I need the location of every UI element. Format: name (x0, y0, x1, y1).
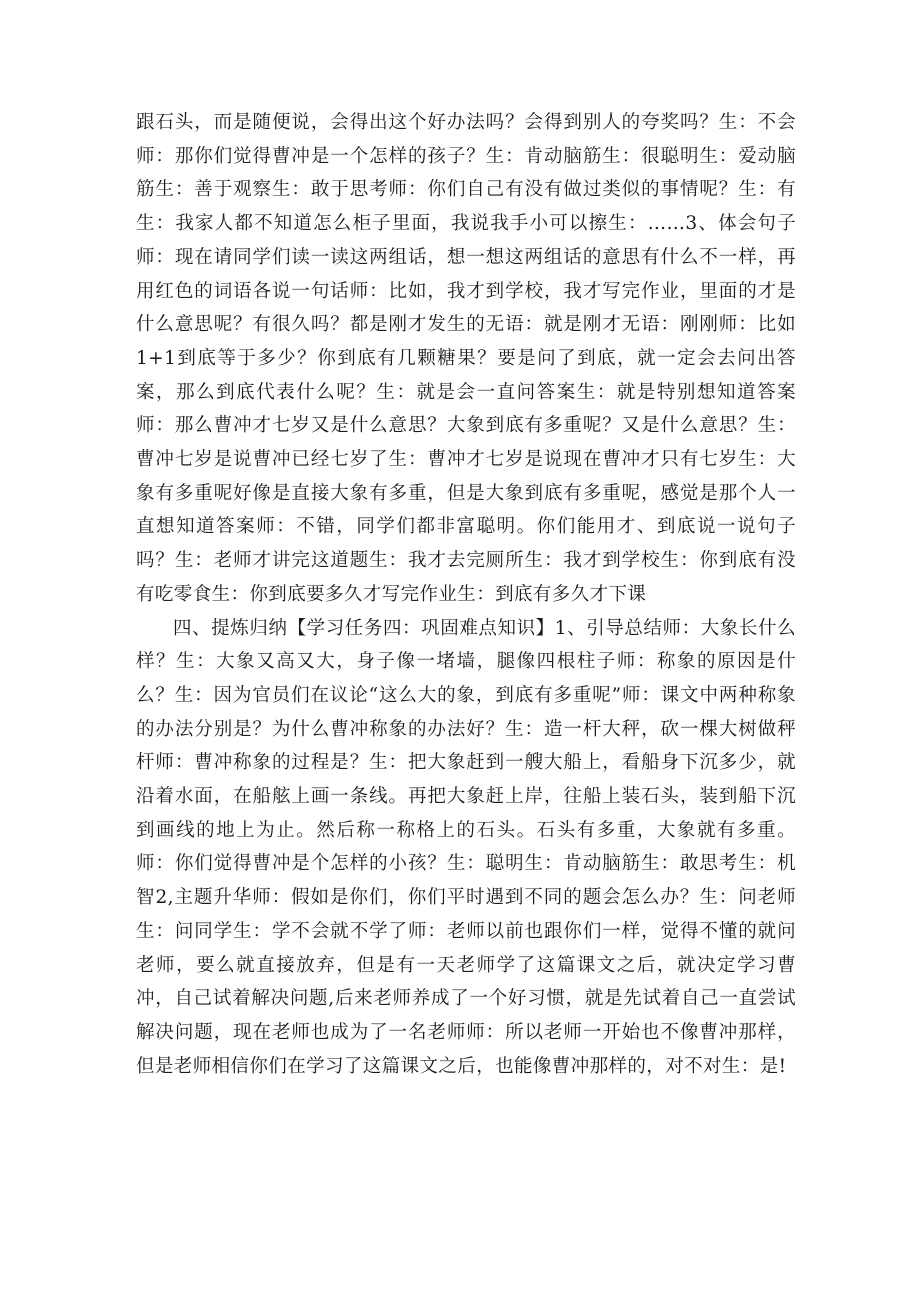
document-page (136, 106, 796, 1083)
body-paragraph-1: 跟石头，而是随便说，会得出这个好办法吗？会得到别人的夸奖吗？生：不会师：那你们觉得曹冲是一个怎样的孩子？生：肯动脑筋生：很聪明生：爱动脑筋生：善于观察生：敢于思考师：你们自己有没有做过类似的事情呢？生：有生：我家人都不知道怎么柜子里面，我说我手小可以擦生：……3、体会句子师：现在请同学们读一读这两组话，想一想这两组话的意思有什么不一样，再用红色的词语各说一句话师：比如，我才到学校，我才写完作业，里面的才是什么意思呢？有很久吗？都是刚才发生的无语：就是刚才无语：刚刚师：比如1+1到底等于多少？你到底有几颗糖果？要是问了到底，就一定会去问出答案，那么到底代表什么呢？生：就是会一直问答案生：就是特别想知道答案师：那么曹冲才七岁又是什么意思？大象到底有多重呢？又是什么意思？生：曹冲七岁是说曹冲已经七岁了生：曹冲才七岁是说现在曹冲才只有七岁生：大象有多重呢好像是直接大象有多重，但是大象到底有多重呢，感觉是那个人一直想知道答案师：不错，同学们都非富聪明。你们能用才、到底说一说句子吗？生：老师才讲完这道题生：我才去完厕所生：我才到学校生：你到底有没有吃零食生：你到底要多久才写完作业生：到底有多久才下课 (136, 112, 796, 605)
body-paragraph-2: 四、提炼归纳【学习任务四：巩固难点知识】1、引导总结师：大象长什么样？生：大象又高又大，身子像一堵墙，腿像四根柱子师：称象的原因是什么？生：因为官员们在议论“这么大的象，到底有多重呢”师：课文中两种称象的办法分别是？为什么曹冲称象的办法好？生：造一杆大秤，砍一棵大树做秤杆师：曹冲称象的过程是？生：把大象赶到一艘大船上，看船身下沉多少，就沿着水面，在船舷上画一条线。再把大象赶上岸，往船上装石头，装到船下沉到画线的地上为止。然后称一称格上的石头。石头有多重，大象就有多重。师：你们觉得曹冲是个怎样的小孩？生：聪明生：肯动脑筋生：敢思考生：机智2,主题升华师：假如是你们，你们平时遇到不同的题会怎么办？生：问老师生：问同学生：学不会就不学了师：老师以前也跟你们一样，觉得不懂的就问老师，要么就直接放弃，但是有一天老师学了这篇课文之后，就决定学习曹冲，自己试着解决问题,后来老师养成了一个好习惯，就是先试着自己一直尝试解决问题，现在老师也成为了一名老师师：所以老师一开始也不像曹冲那样，但是老师相信你们在学习了这篇课文之后，也能像曹冲那样的，对不对生：是! (136, 617, 796, 1077)
